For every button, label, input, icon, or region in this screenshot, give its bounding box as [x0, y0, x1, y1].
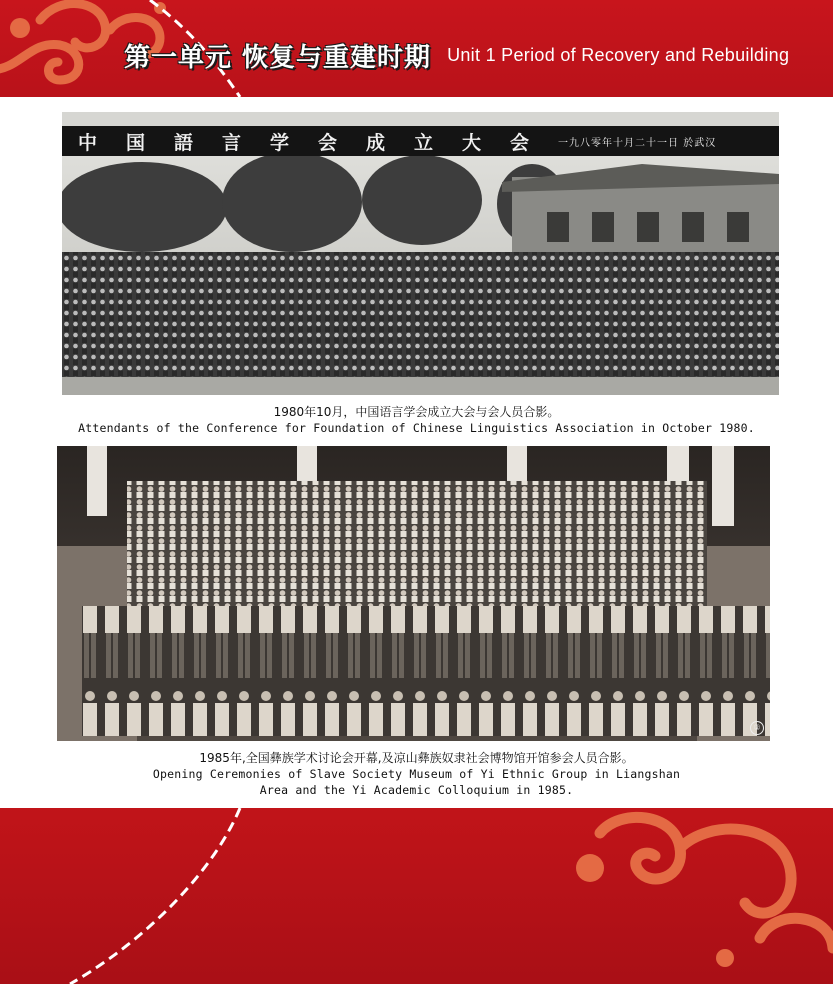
- photo-number-badge: ②: [750, 721, 764, 735]
- photo-1985-image: [57, 446, 770, 741]
- banner-date: 一九八零年十月二十一日 於武汉: [558, 137, 717, 149]
- header-band: [0, 0, 833, 97]
- photo-banner: [62, 126, 779, 156]
- banner-title: 中国語言学会成立大会: [78, 131, 559, 154]
- title-chinese: 第一单元 恢复与重建时期: [124, 42, 432, 73]
- page-title: [124, 38, 789, 72]
- caption-1980-chinese: 1980年10月，中国语言学会成立大会与会人员合影。: [273, 405, 560, 419]
- group-photo-1980: [62, 112, 779, 395]
- caption-1985: [0, 750, 833, 798]
- group-photo-1985: [57, 446, 770, 741]
- caption-1980-english: Attendants of the Conference for Foundation of Chinese Linguistics Association in October 1980.: [78, 421, 755, 435]
- caption-1980: [0, 404, 833, 436]
- caption-1985-english-line1: Opening Ceremonies of Slave Society Museum of Yi Ethnic Group in Liangshan: [152, 767, 681, 781]
- caption-1985-english-line2: Area and the Yi Academic Colloquium in 1985.: [259, 783, 574, 797]
- footer-band: [0, 808, 833, 984]
- cloud-swirl-decoration: [560, 808, 833, 984]
- title-english: Unit 1 Period of Recovery and Rebuilding: [447, 44, 790, 65]
- caption-1985-chinese: 1985年,全国彝族学术讨论会开幕,及凉山彝族奴隶社会博物馆开馆参会人员合影。: [199, 751, 634, 765]
